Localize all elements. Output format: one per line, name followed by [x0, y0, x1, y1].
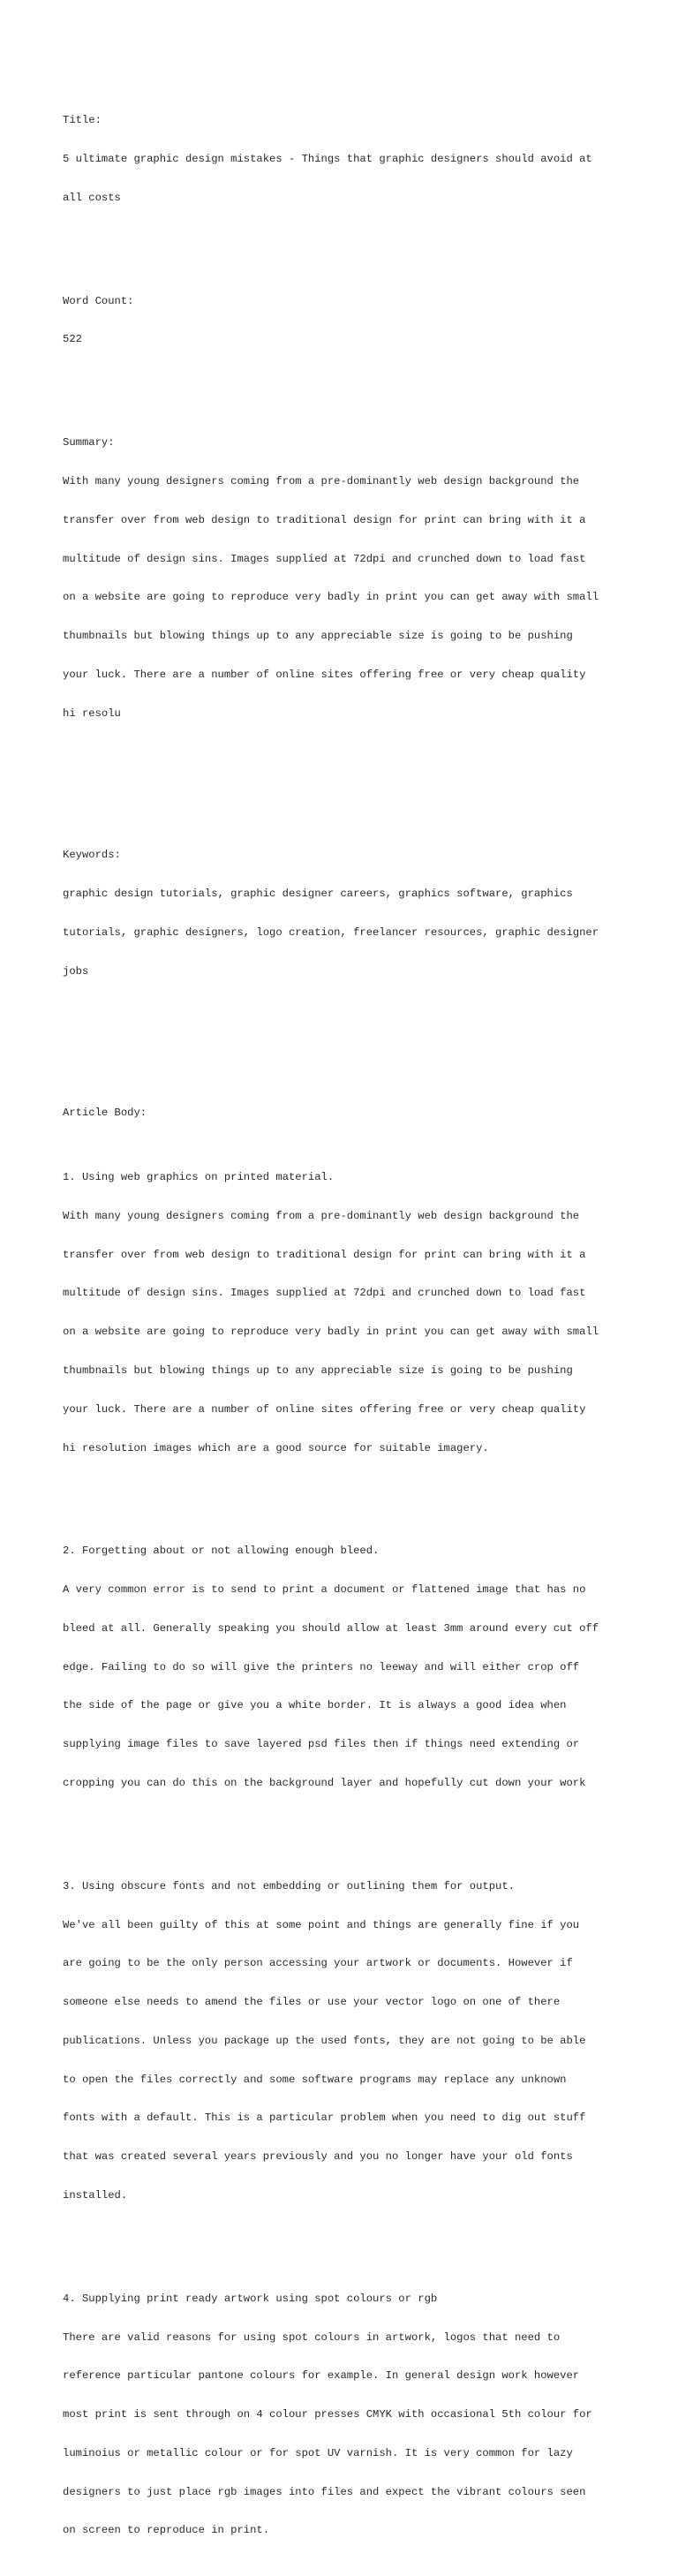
section-line: transfer over from web design to traditional design for print can bring with it a — [63, 1248, 586, 1261]
summary-line: transfer over from web design to traditional design for print can bring with it a — [63, 513, 586, 526]
spacer — [63, 745, 628, 759]
summary-line: hi resolu — [63, 706, 121, 720]
document-text — [63, 63, 628, 2576]
section-line: designers to just place rgb images into files and expect the vibrant colours seen — [63, 2485, 586, 2498]
section-heading: 3. Using obscure fonts and not embedding or outlining them for output. — [63, 1879, 515, 1892]
spacer — [63, 372, 628, 385]
section-line: thumbnails but blowing things up to any appreciable size is going to be pushing — [63, 1364, 573, 1377]
summary-line: thumbnails but blowing things up to any appreciable size is going to be pushing — [63, 630, 573, 643]
summary-line: With many young designers coming from a pre-dominantly web design background the — [63, 475, 580, 487]
spacer — [63, 1003, 628, 1016]
section-line: reference particular pantone colours for example. In general design work however — [63, 2369, 580, 2383]
section-line: A very common error is to send to print a document or flattened image that has no — [63, 1583, 586, 1597]
section-line: hi resolution images which are a good source for suitable imagery. — [63, 1441, 489, 1454]
section-line: cropping you can do this on the background layer and hopefully cut down your work — [63, 1776, 586, 1789]
section-line: that was created several years previously and you no longer have your old fonts — [63, 2150, 573, 2164]
section-line: With many young designers coming from a pre-dominantly web design background the — [63, 1209, 580, 1222]
title-label: Title: — [63, 114, 102, 127]
keywords-line: tutorials, graphic designers, logo creation, freelancer resources, graphic designer — [63, 925, 599, 939]
section-line: supplying image files to save layered psd files then if things need extending or — [63, 1738, 580, 1751]
word-count-value: 522 — [63, 333, 82, 346]
section-line: someone else needs to amend the files or use your vector logo on one of there — [63, 1996, 561, 2009]
summary-label: Summary: — [63, 436, 115, 449]
article-body-label: Article Body: — [63, 1107, 147, 1120]
section-line: publications. Unless you package up the used fonts, they are not going to be able — [63, 2034, 586, 2047]
section-heading: 1. Using web graphics on printed material. — [63, 1171, 335, 1184]
section-line: edge. Failing to do so will give the printers no leeway and will either crop off — [63, 1660, 580, 1673]
summary-line: your luck. There are a number of online sites offering free or very cheap quality — [63, 668, 586, 681]
section-line: your luck. There are a number of online sites offering free or very cheap quality — [63, 1402, 586, 1416]
spacer — [63, 230, 628, 244]
summary-line: on a website are going to reproduce very badly in print you can get away with small — [63, 591, 599, 604]
title-line: all costs — [63, 191, 121, 204]
section-line: bleed at all. Generally speaking you should allow at least 3mm around every cut off — [63, 1621, 599, 1635]
section-line: the side of the page or give you a white border. It is always a good idea when — [63, 1699, 567, 1712]
spacer — [63, 1042, 628, 1055]
keywords-line: jobs — [63, 964, 89, 978]
section-heading: 4. Supplying print ready artwork using spot colours or rgb — [63, 2292, 438, 2305]
section-line: most print is sent through on 4 colour presses CMYK with occasional 5th colour for — [63, 2408, 592, 2421]
section-line: installed. — [63, 2188, 128, 2202]
spacer — [63, 2228, 628, 2241]
title-line: 5 ultimate graphic design mistakes - Things that graphic designers should avoid at — [63, 153, 592, 166]
keywords-label: Keywords: — [63, 849, 121, 862]
spacer — [63, 1816, 628, 1829]
keywords-line: graphic design tutorials, graphic designer careers, graphics software, graphics — [63, 888, 573, 900]
section-line: multitude of design sins. Images supplied at 72dpi and crunched down to load fast — [63, 1287, 586, 1300]
section-line: to open the files correctly and some software programs may replace any unknown — [63, 2073, 567, 2086]
section-line: There are valid reasons for using spot colours in artwork, logos that need to — [63, 2330, 561, 2344]
spacer — [63, 784, 628, 797]
section-line: on screen to reproduce in print. — [63, 2524, 270, 2537]
section-line: fonts with a default. This is a particular problem when you need to dig out stuff — [63, 2111, 586, 2125]
word-count-label: Word Count: — [63, 294, 134, 307]
section-line: on a website are going to reproduce very badly in print you can get away with small — [63, 1326, 599, 1339]
section-line: We've all been guilty of this at some point and things are generally fine if you — [63, 1918, 580, 1931]
section-heading: 2. Forgetting about or not allowing enough bleed. — [63, 1545, 380, 1558]
section-line: luminoius or metallic colour or for spot UV varnish. It is very common for lazy — [63, 2446, 573, 2459]
section-line: are going to be the only person accessing your artwork or documents. However if — [63, 1957, 573, 1970]
summary-line: multitude of design sins. Images supplied at 72dpi and crunched down to load fast — [63, 552, 586, 565]
spacer — [63, 1480, 628, 1493]
